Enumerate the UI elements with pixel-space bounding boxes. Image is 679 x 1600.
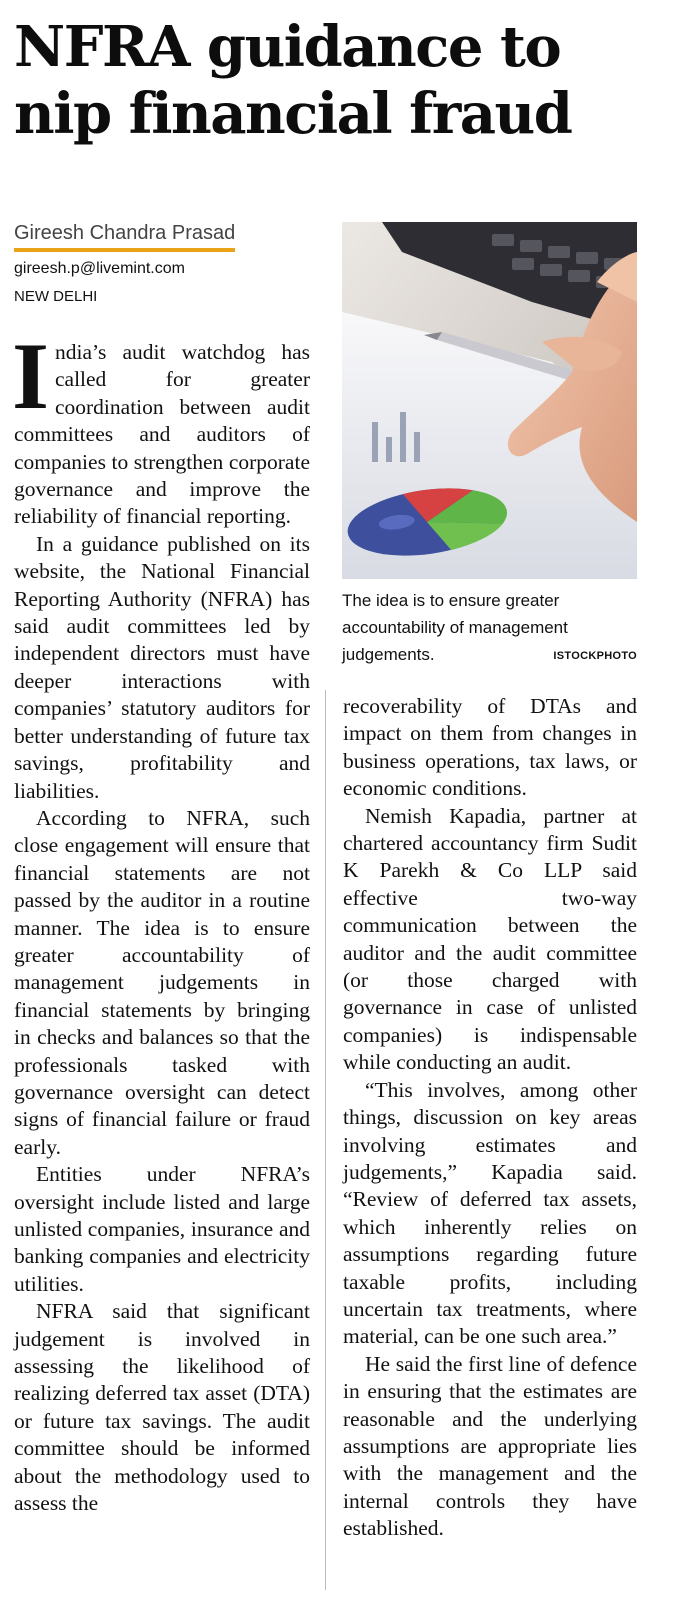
paragraph: He said the first line of defence in ensuring that the estimates are reasonable and the underlying assumptions are appropriate lies with the management and the internal controls they have established. (343, 1351, 637, 1541)
hand-pen-chart-illustration (342, 222, 637, 579)
photo-credit: ISTOCKPHOTO (553, 650, 637, 662)
paragraph: Nemish Kapadia, partner at chartered accountancy firm Sudit K Parekh & Co LLP said effective two-way communication between the auditor and the audit committee (or those charged with governance in case of unlisted companies) is indispensable while conducting an audit. (343, 803, 637, 1075)
column-divider (325, 690, 326, 1590)
column-1 (12, 323, 310, 1517)
paragraph: According to NFRA, such close engagement will ensure that financial statements are not passed by the auditor in a routine manner. The idea is to ensure greater accountability of management judgements in financial statements by bringing in checks and balances so that the professionals tasked with governance oversight can detect signs of financial failure or fraud early. (14, 805, 310, 1159)
paragraph: In a guidance published on its website, the National Financial Reporting Authority (NFRA) has said audit committees led by independent directors must have deeper interactions with companies’ statutory auditors for better understanding of future tax savings, profitability and liabilities. (14, 531, 310, 803)
paragraph: NFRA said that significant judgement is involved in assessing the likelihood of realizing deferred tax asset (DTA) or future tax savings. The audit committee should be informed about the methodology used to assess the (14, 1299, 310, 1516)
byline (14, 222, 256, 305)
paragraph: “This involves, among other things, discussion on key areas involving estimates and judgements,” Kapadia said. “Review of deferred tax assets, which inherently relies on assumptions regarding future taxable profits, including uncertain tax treatments, where material, can be one such area.” (343, 1077, 637, 1349)
paragraph: Entities under NFRA’s oversight include listed and large unlisted companies, insurance and banking companies and electricity utilities. (14, 1162, 310, 1296)
column-2 (343, 693, 637, 1543)
photo-caption (342, 587, 637, 670)
paragraph: recoverability of DTAs and impact on them from changes in business operations, tax laws, or economic conditions. (343, 694, 637, 801)
article-photo (342, 222, 637, 579)
dropcap: I (12, 323, 49, 429)
headline: NFRA guidance to nip financial fraud (14, 14, 572, 147)
author-name: Gireesh Chandra Prasad (14, 222, 235, 252)
dateline: NEW DELHI (14, 288, 98, 305)
paragraph-text: ndia’s audit watchdog has called for greater coordination between audit committees and auditors of companies to strengthen corporate governance and improve the reliability of financial reporting. (14, 340, 310, 529)
author-email[interactable]: gireesh.p@livemint.com (14, 260, 185, 277)
caption-text: The idea is to ensure greater accountability of management judgements. (342, 591, 568, 664)
paragraph (12, 323, 310, 531)
